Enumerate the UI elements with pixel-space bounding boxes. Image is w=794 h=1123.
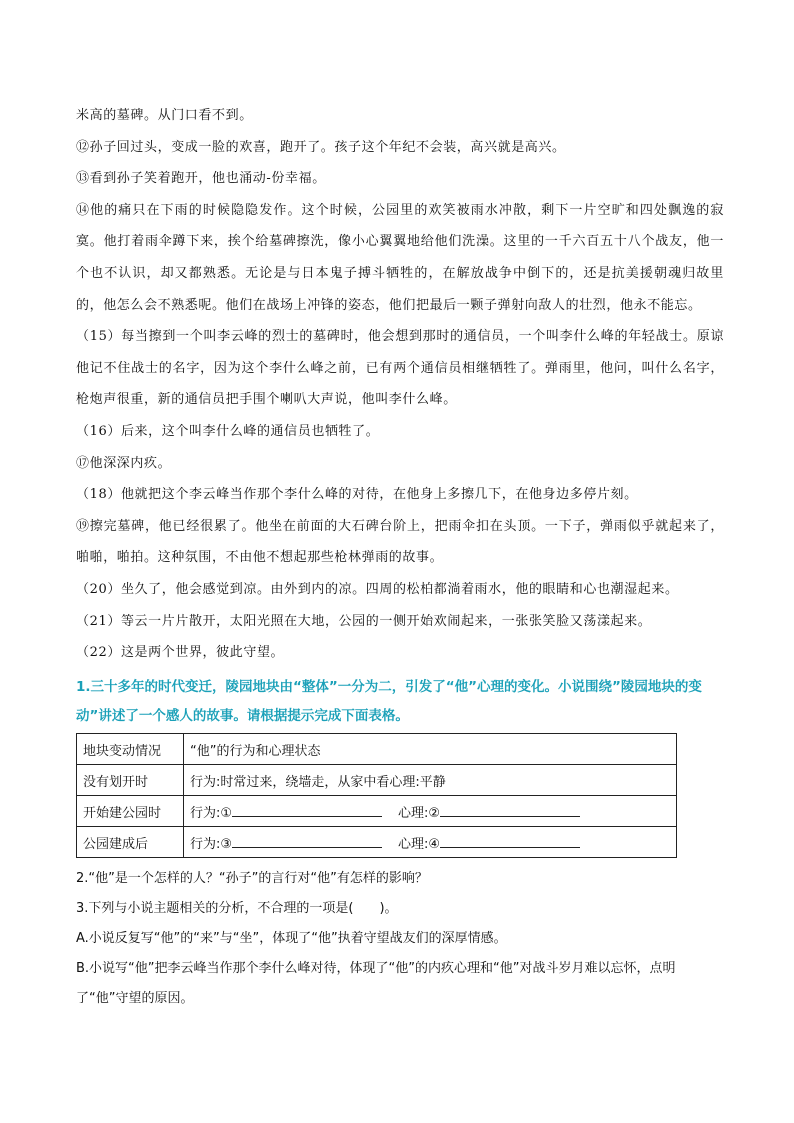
table-row	[77, 765, 677, 796]
table-header-cell: 地块变动情况	[77, 734, 184, 765]
story-paragraph: ⑫孙子回过头，变成一脸的欢喜，跑开了。孩子这个年纪不会装，高兴就是高兴。	[76, 139, 566, 155]
table-cell	[184, 827, 677, 858]
answer-blank[interactable]	[440, 833, 580, 848]
action-label: 行为:①	[190, 805, 233, 821]
table-cell	[184, 796, 677, 827]
story-paragraph: 米高的墓碑。从门口看不到。	[76, 108, 253, 123]
question-1: 1.三十多年的时代变迁，陵园地块由“整体”一分为二，引发了“他”心理的变化。小说围绕”陵园地块的变动”讲述了一个感人的故事。请根据提示完成下面表格。	[76, 679, 702, 724]
answer-blank[interactable]	[232, 802, 382, 817]
mind-label: 心理:④	[398, 836, 441, 852]
story-paragraph: ⑰他深深内疚。	[76, 455, 172, 471]
table-cell-label: 开始建公园时	[77, 796, 184, 827]
table-cell-label: 没有划开时	[77, 765, 184, 796]
story-text	[76, 100, 724, 669]
table-header-row	[77, 734, 677, 765]
story-paragraph: ⑬看到孙子笑着跑开，他也涌动-份幸福。	[76, 171, 326, 187]
story-paragraph: （20）坐久了，他会感觉到凉。由外到内的凉。四周的松柏都淌着雨水，他的眼睛和心也潮湿起来。	[76, 581, 679, 597]
story-paragraph: （21）等云一片片散开，太阳光照在大地，公园的一侧开始欢闹起来，一张张笑脸又荡漾起来。	[76, 613, 652, 629]
story-paragraph: （15）每当擦到一个叫李云峰的烈士的墓碑时，他会想到那时的通信员，一个叫李什么峰的年轻战士。原谅他记不住战士的名字，因为这个李什么峰之前，已有两个通信员相继牺牲了。弹雨里，他问，叫什么名字，枪炮声很重，新的通信员把手围个喇叭大声说，他叫李什么峰。	[76, 329, 724, 408]
table-cell-label: 公园建成后	[77, 827, 184, 858]
table-header-cell: “他”的行为和心理状态	[184, 734, 677, 765]
question-3: 3.下列与小说主题相关的分析，不合理的一项是( )。	[76, 901, 398, 916]
answer-blank[interactable]	[232, 833, 382, 848]
option-b: B.小说写“他”把李云峰当作那个李什么峰对待，体现了“他”的内疚心理和“他”对战斗岁月难以忘怀，点明了“他”守望的原因。	[76, 961, 676, 1006]
question-2: 2.“他”是一个怎样的人？“孙子”的言行对“他”有怎样的影响？	[76, 871, 428, 886]
table-row	[77, 796, 677, 827]
story-paragraph: （22）这是两个世界，彼此守望。	[76, 645, 285, 661]
option-a: A.小说反复写“他”的“来”与“坐”，体现了“他”执着守望战友们的深厚情感。	[76, 931, 507, 946]
action-label: 行为:③	[190, 836, 233, 852]
answer-blank[interactable]	[440, 802, 580, 817]
answer-table	[76, 733, 677, 858]
table-cell: 行为:时常过来，绕墙走，从家中看心理:平静	[184, 765, 677, 796]
table-row	[77, 827, 677, 858]
story-paragraph: ⑭他的痛只在下雨的时候隐隐发作。这个时候，公园里的欢笑被雨水冲散，剩下一片空旷和四处飘逸的寂寞。他打着雨伞蹲下来，挨个给墓碑擦洗，像小心翼翼地给他们洗澡。这里的一千六百五十八个战友，他一个也不认识，却又都熟悉。无论是与日本鬼子搏斗牺牲的，在解放战争中倒下的，还是抗美援朝魂归故里的，他怎么会不熟悉呢。他们在战场上冲锋的姿态，他们把最后一颗子弹射向敌人的壮烈，他永不能忘。	[76, 202, 724, 313]
story-paragraph: ⑲擦完墓碑，他已经很累了。他坐在前面的大石碑台阶上，把雨伞扣在头顶。一下子，弹雨似乎就起来了，啪啪，啪拍。这种氛围，不由他不想起那些枪林弹雨的故事。	[76, 518, 724, 566]
questions-block	[76, 864, 726, 1014]
story-paragraph: （16）后来，这个叫李什么峰的通信员也牺牲了。	[76, 423, 380, 439]
story-paragraph: （18）他就把这个李云峰当作那个李什么峰的对待，在他身上多擦几下，在他身边多停片刻。	[76, 487, 638, 503]
mind-label: 心理:②	[398, 805, 441, 821]
